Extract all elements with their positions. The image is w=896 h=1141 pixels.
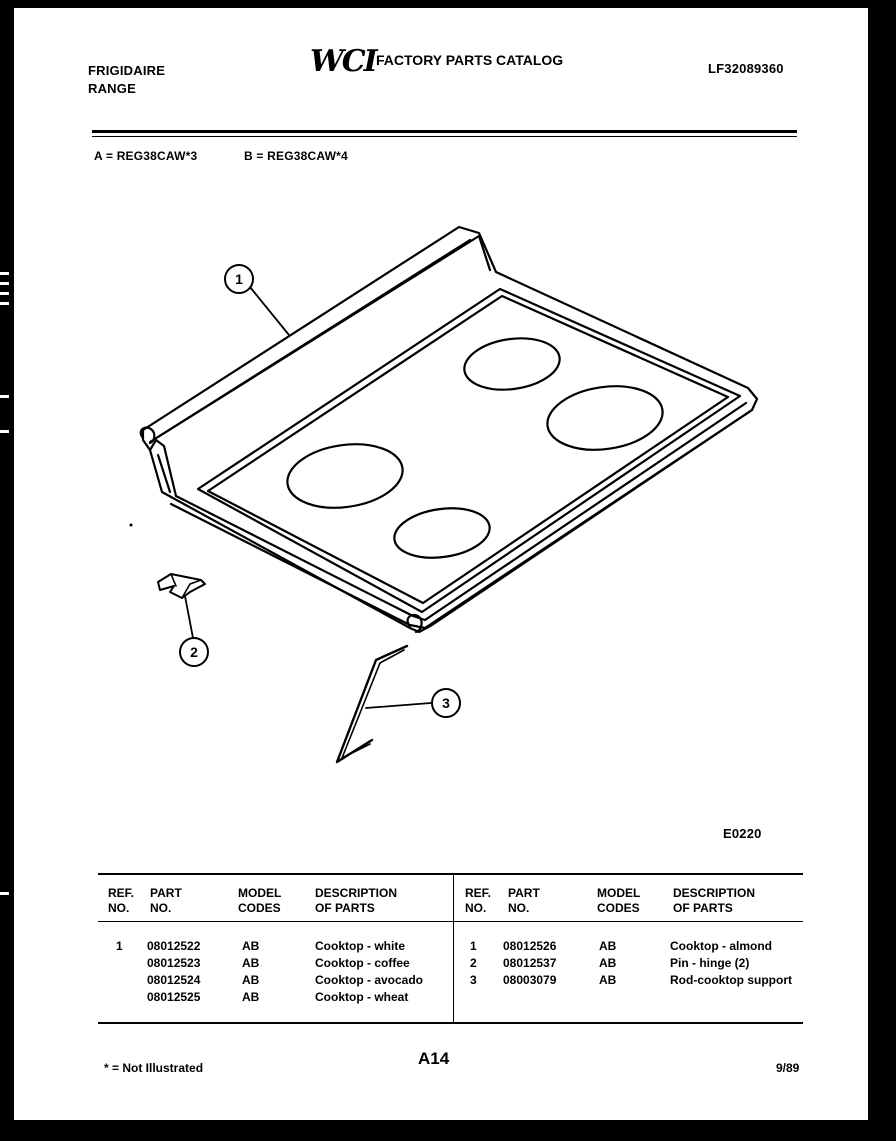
right-part-list: 08012526 08012537 08003079 [503,939,557,987]
page-number: A14 [418,1049,450,1068]
right-code-list: AB AB AB [599,939,617,987]
catalog-title: FACTORY PARTS CATALOG [376,52,564,68]
left-code-list: AB AB AB AB [242,939,260,1004]
not-illustrated-note: * = Not Illustrated [104,1061,204,1075]
callout-2-leader [185,596,193,638]
left-part-list: 08012522 08012523 08012524 08012525 [147,939,201,1004]
hinge-pin [158,574,205,598]
cooktop-front-edge [176,403,746,620]
header-part-right: PART NO. [508,886,540,915]
table-bottom-rule [98,1022,803,1024]
left-desc-list: Cooktop - white Cooktop - coffee Cooktop - avocado Cooktop - wheat [315,939,424,1004]
brand-label: FRIGIDAIRE [88,63,166,78]
callout-2-label: 2 [190,644,198,660]
burner-opening-rear-left [461,333,563,396]
right-desc-list: Cooktop - almond Pin - hinge (2) Rod-cooktop support [670,939,792,987]
callout-3-leader [366,703,431,708]
burner-opening-rear-right [543,379,666,457]
callout-3-label: 3 [442,695,450,711]
header-desc-right: DESCRIPTION OF PARTS [673,886,756,915]
header-part: PART NO. [150,886,182,915]
burner-opening-front-left [283,437,406,515]
product-label: RANGE [88,81,136,96]
left-ref: 1 [116,939,123,953]
model-a: A = REG38CAW*3 [94,149,198,163]
wci-logo: WCI [310,44,376,79]
header-model-right: MODEL CODES [597,886,641,915]
table-divider [453,875,454,1022]
model-b: B = REG38CAW*4 [244,149,348,163]
cooktop-inner-rim [198,289,740,612]
header-desc: DESCRIPTION OF PARTS [315,886,398,915]
diagram-code: E0220 [723,826,762,841]
table-header-rule [98,921,803,922]
header-ref: REF. NO. [108,886,135,915]
header-model: MODEL CODES [238,886,282,915]
header-ref-right: REF. NO. [465,886,492,915]
callout-1-label: 1 [235,271,243,287]
table-top-rule [98,873,803,875]
catalog-number: LF32089360 [708,61,784,76]
catalog-date: 9/89 [776,1061,800,1075]
callout-1-leader [250,287,289,335]
right-ref-list: 1 2 3 [470,939,477,987]
burner-opening-front-right [391,503,493,564]
